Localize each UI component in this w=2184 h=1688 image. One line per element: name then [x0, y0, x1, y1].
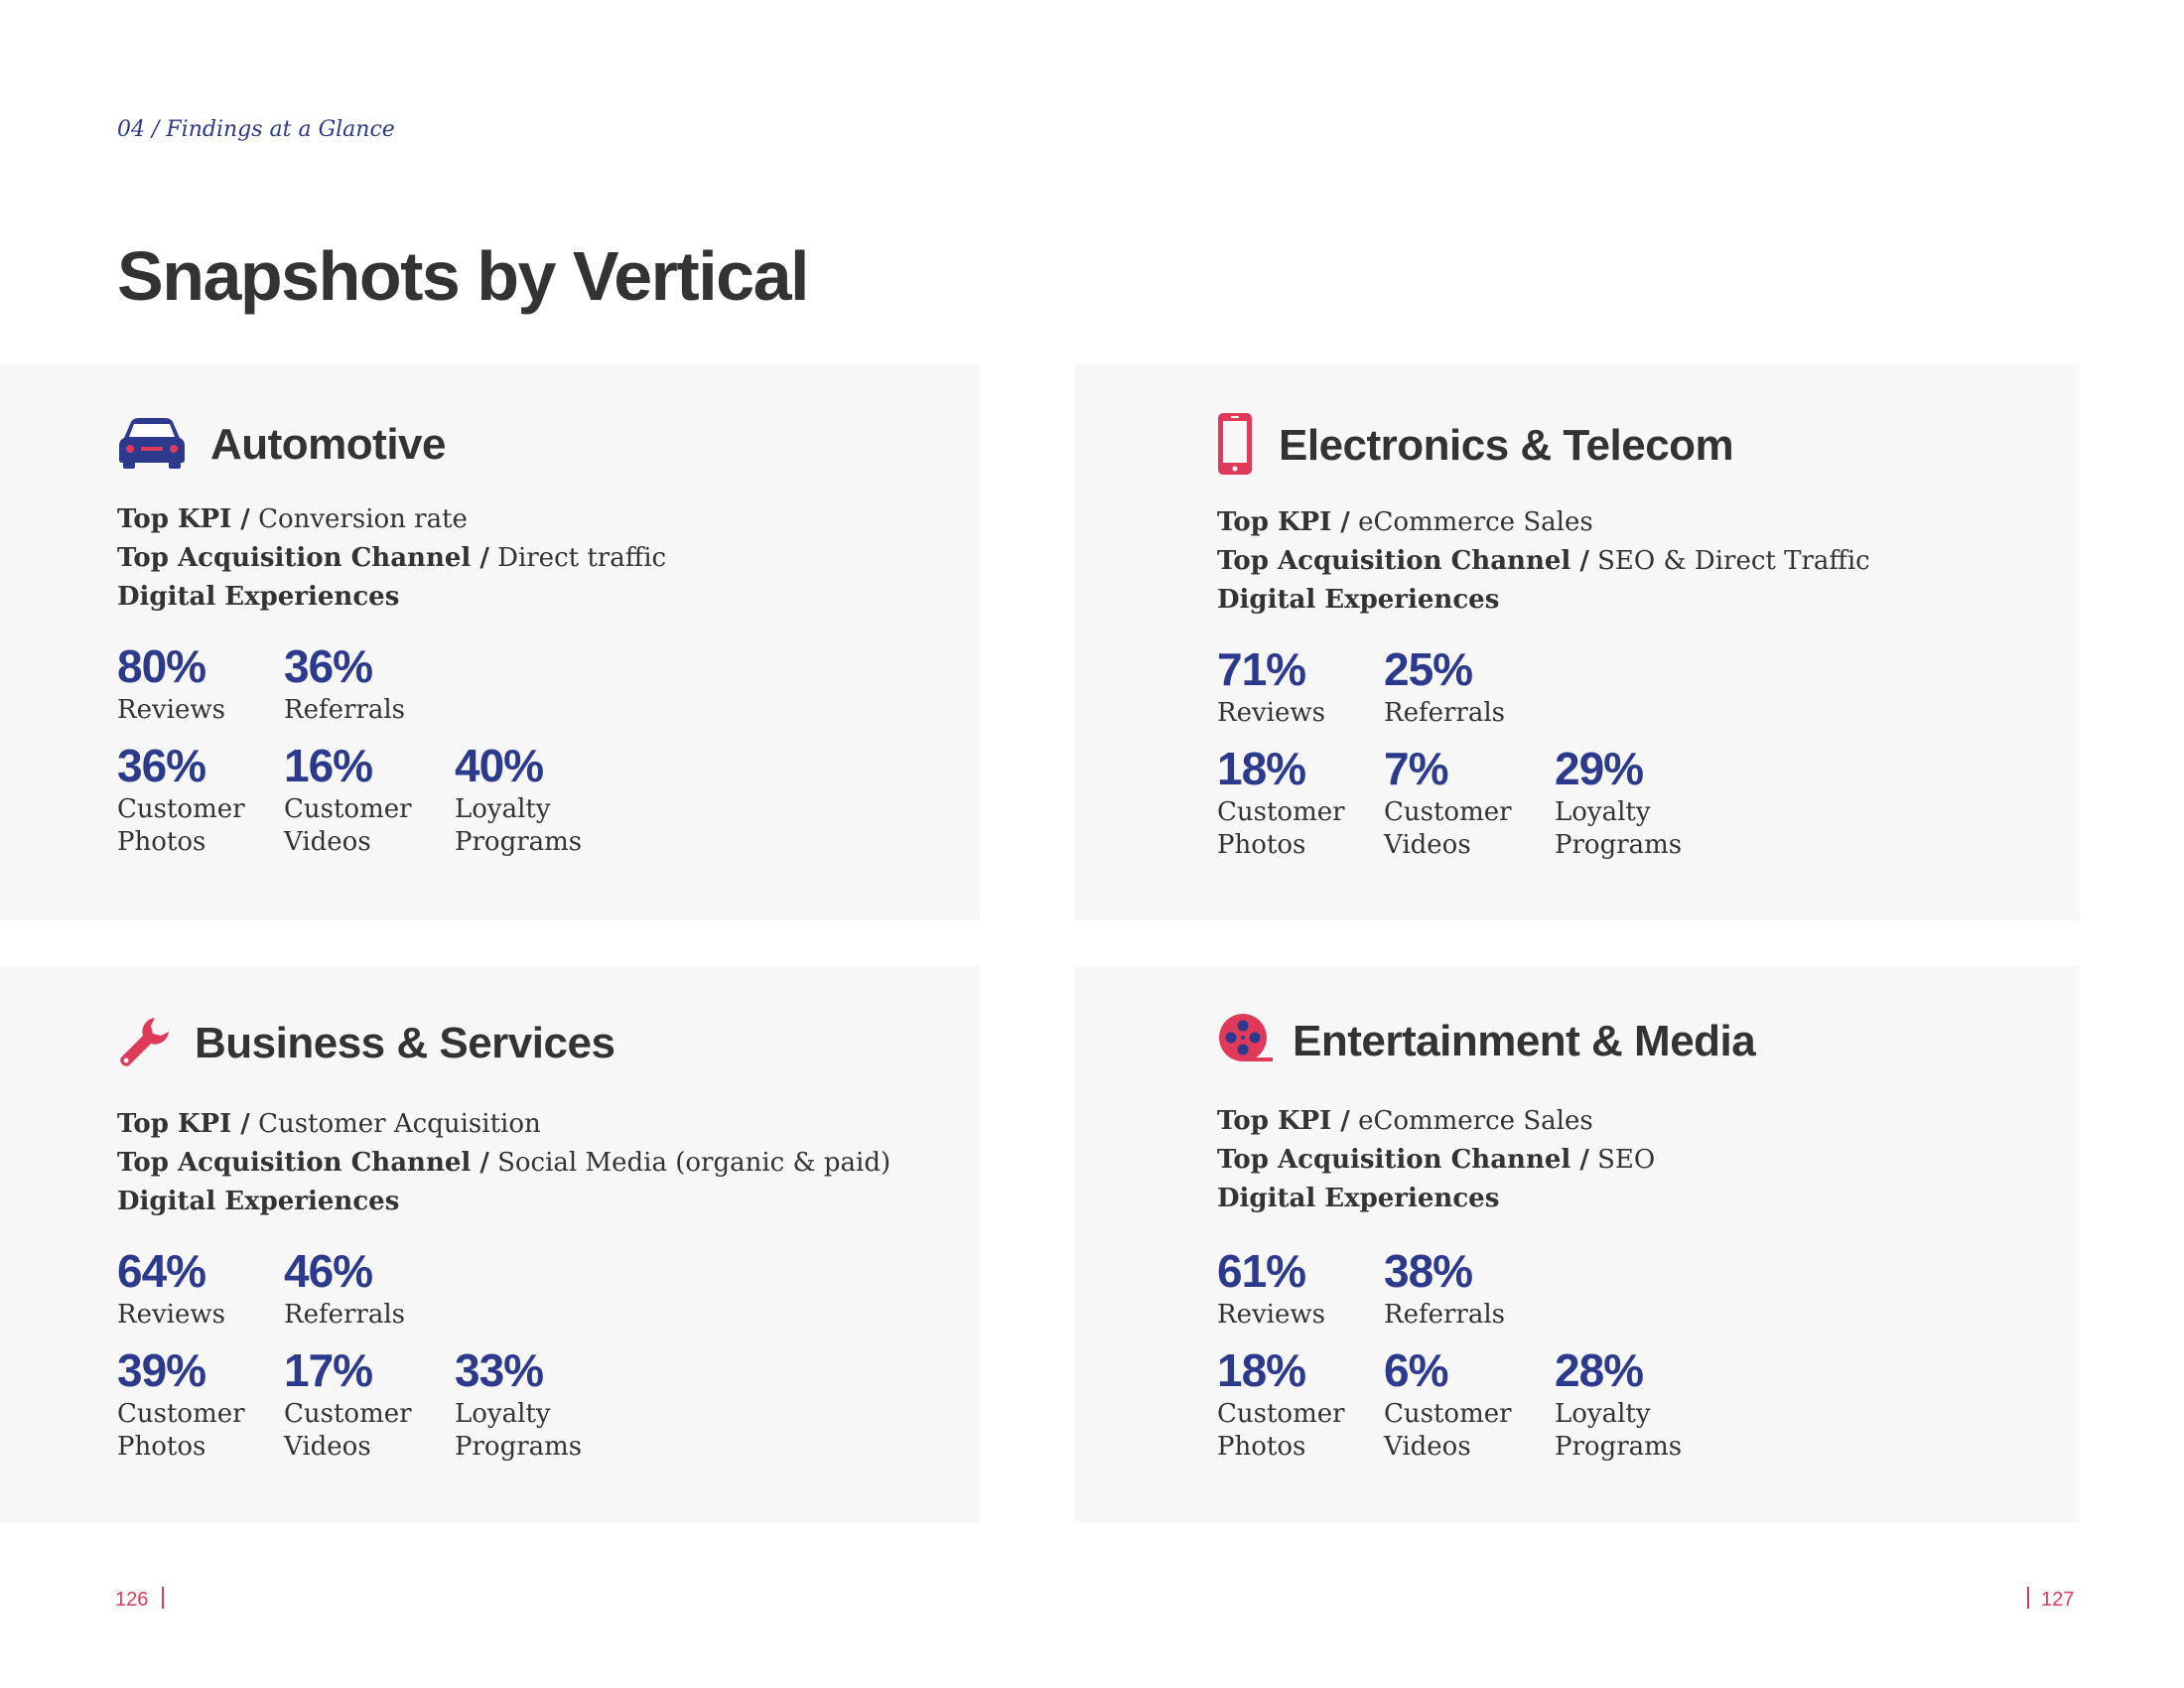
stat-label: Referrals: [284, 1300, 405, 1330]
smartphone-icon: [1217, 412, 1253, 480]
stat-label: Reviews: [117, 1300, 225, 1330]
stat-value: 40%: [455, 740, 544, 791]
stat-label: Customer Photos: [117, 1399, 245, 1462]
panel-header: [117, 416, 446, 474]
stat-label: Reviews: [117, 695, 225, 725]
stat-label: Loyalty Programs: [1555, 1399, 1683, 1462]
panel-info: [1217, 503, 1870, 620]
stat-customer-videos: [1384, 745, 1543, 862]
stat-referrals: [1384, 645, 1543, 730]
top-kpi-value: Customer Acquisition: [258, 1109, 541, 1139]
stat-reviews: [117, 642, 276, 727]
panel-header: [1217, 412, 1733, 480]
stat-value: 80%: [117, 640, 206, 692]
top-kpi-value: Conversion rate: [258, 504, 468, 534]
stat-value: 18%: [1217, 743, 1306, 794]
top-kpi-value: eCommerce Sales: [1358, 507, 1593, 537]
stat-customer-videos: [284, 742, 443, 859]
stat-label: Loyalty Programs: [1555, 797, 1683, 860]
top-kpi-line: [117, 1105, 890, 1144]
stat-label: Customer Photos: [1217, 797, 1345, 860]
stat-value: 33%: [455, 1344, 544, 1396]
stat-value: 71%: [1217, 643, 1306, 695]
stat-label: Reviews: [1217, 1300, 1325, 1330]
top-channel-label: Top Acquisition Channel /: [117, 1148, 489, 1178]
stat-loyalty-programs: [455, 742, 614, 859]
top-channel-value: SEO: [1597, 1145, 1656, 1175]
stat-customer-photos: [1217, 1346, 1376, 1464]
top-channel-label: Top Acquisition Channel /: [1217, 1145, 1589, 1175]
car-icon: [117, 416, 187, 474]
panel-info: [117, 500, 666, 617]
top-channel-line: [1217, 1141, 1655, 1180]
panel-title: Automotive: [210, 420, 446, 469]
top-channel-line: [117, 1144, 890, 1183]
stat-label: Referrals: [284, 695, 405, 725]
stat-value: 17%: [284, 1344, 373, 1396]
top-channel-value: SEO & Direct Traffic: [1597, 546, 1870, 576]
top-kpi-line: [1217, 1102, 1655, 1141]
stat-label: Customer Videos: [1384, 797, 1512, 860]
digital-experiences-label: Digital Experiences: [1217, 585, 1500, 615]
top-channel-value: Social Media (organic & paid): [497, 1148, 891, 1178]
page-number-right: 127: [2027, 1587, 2074, 1612]
stat-customer-photos: [117, 742, 276, 859]
panel-info: [117, 1105, 890, 1221]
panel-title: Business & Services: [195, 1019, 615, 1067]
stat-label: Reviews: [1217, 698, 1325, 728]
stat-customer-videos: [284, 1346, 443, 1464]
panel-automotive: [0, 364, 980, 920]
top-kpi-label: Top KPI /: [1217, 507, 1350, 537]
stat-label: Customer Photos: [1217, 1399, 1345, 1462]
panel-title: Entertainment & Media: [1293, 1017, 1756, 1065]
top-kpi-line: [1217, 503, 1870, 542]
stat-value: 64%: [117, 1245, 206, 1297]
stat-value: 36%: [284, 640, 373, 692]
stat-referrals: [284, 1247, 443, 1332]
page-number-left: 126: [115, 1587, 164, 1612]
stat-label: Loyalty Programs: [455, 1399, 583, 1462]
stat-label: Referrals: [1384, 1300, 1505, 1330]
stat-customer-videos: [1384, 1346, 1543, 1464]
top-kpi-value: eCommerce Sales: [1358, 1106, 1593, 1136]
stat-reviews: [117, 1247, 276, 1332]
stat-label: Loyalty Programs: [455, 794, 583, 857]
breadcrumb: 04 / Findings at a Glance: [117, 117, 395, 142]
stat-value: 39%: [117, 1344, 206, 1396]
stat-value: 61%: [1217, 1245, 1306, 1297]
top-channel-line: [1217, 542, 1870, 581]
film-reel-icon: [1217, 1012, 1273, 1071]
panel-electronics-telecom: [1075, 364, 2080, 920]
top-channel-line: [117, 539, 666, 578]
stat-value: 6%: [1384, 1344, 1448, 1396]
page-title: Snapshots by Vertical: [117, 237, 808, 315]
stat-label: Customer Photos: [117, 794, 245, 857]
stat-value: 16%: [284, 740, 373, 791]
stat-value: 36%: [117, 740, 206, 791]
digital-experiences-label: Digital Experiences: [117, 582, 400, 612]
top-kpi-line: [117, 500, 666, 539]
stat-loyalty-programs: [455, 1346, 614, 1464]
stat-label: Referrals: [1384, 698, 1505, 728]
panel-info: [1217, 1102, 1655, 1218]
stat-label: Customer Videos: [1384, 1399, 1512, 1462]
top-channel-label: Top Acquisition Channel /: [117, 543, 489, 573]
digital-experiences-label: Digital Experiences: [1217, 1184, 1500, 1213]
top-channel-value: Direct traffic: [497, 543, 667, 573]
stat-loyalty-programs: [1555, 1346, 1713, 1464]
stat-customer-photos: [117, 1346, 276, 1464]
stat-referrals: [284, 642, 443, 727]
panel-title: Electronics & Telecom: [1279, 421, 1734, 470]
stat-value: 18%: [1217, 1344, 1306, 1396]
digital-experiences-heading: [1217, 1180, 1655, 1218]
digital-experiences-heading: [117, 578, 666, 617]
stat-label: Customer Videos: [284, 794, 412, 857]
stat-value: 38%: [1384, 1245, 1473, 1297]
digital-experiences-heading: [117, 1183, 890, 1221]
stat-value: 46%: [284, 1245, 373, 1297]
top-kpi-label: Top KPI /: [117, 504, 250, 534]
digital-experiences-heading: [1217, 581, 1870, 620]
top-channel-label: Top Acquisition Channel /: [1217, 546, 1589, 576]
stat-loyalty-programs: [1555, 745, 1713, 862]
panel-business-services: [0, 966, 980, 1522]
digital-experiences-label: Digital Experiences: [117, 1187, 400, 1216]
stat-value: 7%: [1384, 743, 1448, 794]
wrench-icon: [117, 1014, 173, 1073]
stat-reviews: [1217, 645, 1376, 730]
stat-label: Customer Videos: [284, 1399, 412, 1462]
panel-header: [117, 1014, 614, 1073]
stat-value: 29%: [1555, 743, 1644, 794]
top-kpi-label: Top KPI /: [1217, 1106, 1350, 1136]
panel-entertainment-media: [1075, 966, 2080, 1522]
stat-value: 25%: [1384, 643, 1473, 695]
stat-customer-photos: [1217, 745, 1376, 862]
stat-reviews: [1217, 1247, 1376, 1332]
top-kpi-label: Top KPI /: [117, 1109, 250, 1139]
stat-value: 28%: [1555, 1344, 1644, 1396]
panel-header: [1217, 1012, 1755, 1071]
stat-referrals: [1384, 1247, 1543, 1332]
